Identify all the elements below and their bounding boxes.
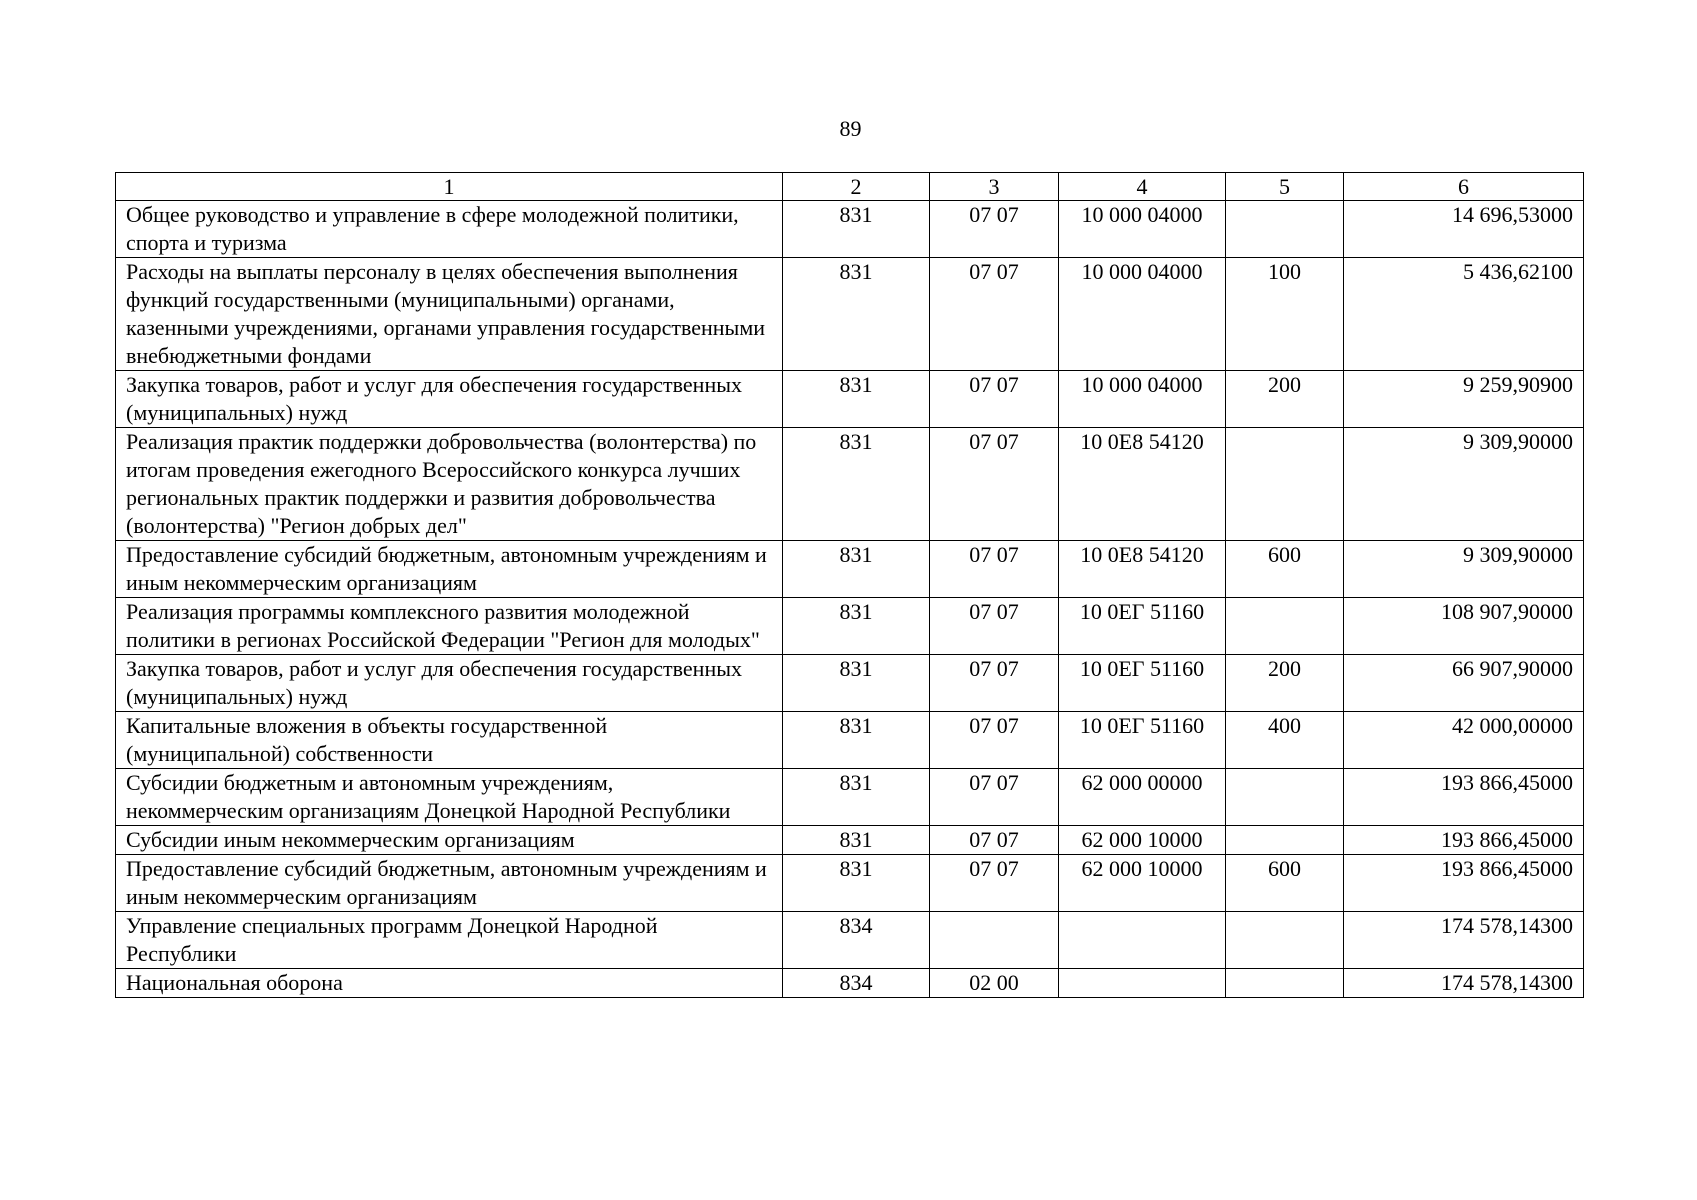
row-name: Субсидии иным некоммерческим организациям (116, 826, 783, 855)
column-header-6: 6 (1344, 173, 1584, 201)
table-row (116, 855, 1584, 912)
row-code-2: 831 (783, 855, 930, 912)
row-code-4: 10 0E8 54120 (1059, 541, 1226, 598)
row-code-5 (1226, 769, 1344, 826)
row-code-5 (1226, 912, 1344, 969)
row-name: Национальная оборона (116, 969, 783, 998)
row-code-3: 07 07 (930, 258, 1059, 371)
row-code-3: 07 07 (930, 428, 1059, 541)
row-code-3: 07 07 (930, 855, 1059, 912)
row-name: Закупка товаров, работ и услуг для обеспечения государственных (муниципальных) нужд (116, 371, 783, 428)
row-name: Субсидии бюджетным и автономным учреждениям, некоммерческим организациям Донецкой Народной Республики (116, 769, 783, 826)
row-code-4 (1059, 912, 1226, 969)
row-code-2: 834 (783, 912, 930, 969)
table-row (116, 655, 1584, 712)
row-code-3 (930, 912, 1059, 969)
row-name: Общее руководство и управление в сфере молодежной политики, спорта и туризма (116, 201, 783, 258)
column-header-3: 3 (930, 173, 1059, 201)
row-amount: 9 309,90000 (1344, 541, 1584, 598)
table-row (116, 769, 1584, 826)
row-code-3: 07 07 (930, 598, 1059, 655)
row-code-3: 07 07 (930, 655, 1059, 712)
row-amount: 108 907,90000 (1344, 598, 1584, 655)
row-amount: 9 259,90900 (1344, 371, 1584, 428)
row-code-5 (1226, 826, 1344, 855)
row-code-3: 07 07 (930, 826, 1059, 855)
row-code-4: 10 0E8 54120 (1059, 428, 1226, 541)
row-amount: 9 309,90000 (1344, 428, 1584, 541)
column-header-4: 4 (1059, 173, 1226, 201)
row-code-4: 10 000 04000 (1059, 258, 1226, 371)
table-row (116, 912, 1584, 969)
row-code-3: 07 07 (930, 712, 1059, 769)
row-code-4 (1059, 969, 1226, 998)
row-code-3: 07 07 (930, 371, 1059, 428)
row-code-5 (1226, 201, 1344, 258)
column-header-5: 5 (1226, 173, 1344, 201)
table-row (116, 541, 1584, 598)
row-code-2: 831 (783, 258, 930, 371)
column-header-2: 2 (783, 173, 930, 201)
row-code-2: 831 (783, 655, 930, 712)
row-name: Предоставление субсидий бюджетным, автономным учреждениям и иным некоммерческим организациям (116, 541, 783, 598)
row-amount: 174 578,14300 (1344, 969, 1584, 998)
row-code-4: 10 000 04000 (1059, 371, 1226, 428)
budget-table (115, 172, 1584, 998)
row-code-5: 100 (1226, 258, 1344, 371)
row-code-2: 831 (783, 769, 930, 826)
row-amount: 193 866,45000 (1344, 826, 1584, 855)
row-amount: 14 696,53000 (1344, 201, 1584, 258)
row-code-5: 600 (1226, 541, 1344, 598)
row-code-2: 831 (783, 428, 930, 541)
row-code-5: 200 (1226, 655, 1344, 712)
row-amount: 66 907,90000 (1344, 655, 1584, 712)
table-row (116, 598, 1584, 655)
row-code-5 (1226, 428, 1344, 541)
row-code-5 (1226, 598, 1344, 655)
row-amount: 42 000,00000 (1344, 712, 1584, 769)
row-code-5: 600 (1226, 855, 1344, 912)
row-amount: 193 866,45000 (1344, 855, 1584, 912)
row-code-4: 62 000 10000 (1059, 826, 1226, 855)
row-code-2: 831 (783, 371, 930, 428)
row-code-4: 10 000 04000 (1059, 201, 1226, 258)
row-code-4: 10 0ЕГ 51160 (1059, 598, 1226, 655)
row-code-3: 07 07 (930, 541, 1059, 598)
row-code-3: 07 07 (930, 769, 1059, 826)
row-code-2: 834 (783, 969, 930, 998)
row-name: Закупка товаров, работ и услуг для обеспечения государственных (муниципальных) нужд (116, 655, 783, 712)
row-name: Предоставление субсидий бюджетным, автономным учреждениям и иным некоммерческим организациям (116, 855, 783, 912)
row-code-5: 400 (1226, 712, 1344, 769)
row-code-5: 200 (1226, 371, 1344, 428)
row-code-3: 02 00 (930, 969, 1059, 998)
row-code-2: 831 (783, 598, 930, 655)
row-name: Управление специальных программ Донецкой Народной Республики (116, 912, 783, 969)
row-name: Расходы на выплаты персоналу в целях обеспечения выполнения функций государственными (муниципальными) органами, казенными учреждениями, органами управления государственными внебюджетными фондами (116, 258, 783, 371)
row-name: Капитальные вложения в объекты государственной (муниципальной) собственности (116, 712, 783, 769)
table-row (116, 826, 1584, 855)
header-row (116, 173, 1584, 201)
row-code-4: 62 000 00000 (1059, 769, 1226, 826)
row-name: Реализация программы комплексного развития молодежной политики в регионах Российской Федерации "Регион для молодых" (116, 598, 783, 655)
row-code-2: 831 (783, 541, 930, 598)
column-header-1: 1 (116, 173, 783, 201)
table-row (116, 712, 1584, 769)
table-row (116, 258, 1584, 371)
row-amount: 174 578,14300 (1344, 912, 1584, 969)
table-row (116, 371, 1584, 428)
row-code-5 (1226, 969, 1344, 998)
row-amount: 193 866,45000 (1344, 769, 1584, 826)
row-code-2: 831 (783, 201, 930, 258)
table-row (116, 969, 1584, 998)
page-number: 89 (839, 116, 862, 141)
row-name: Реализация практик поддержки добровольчества (волонтерства) по итогам проведения ежегодного Всероссийского конкурса лучших региональных практик поддержки и развития добровольчества (волонтерства) "Регион добрых дел" (116, 428, 783, 541)
row-code-2: 831 (783, 826, 930, 855)
row-code-2: 831 (783, 712, 930, 769)
row-code-4: 10 0ЕГ 51160 (1059, 712, 1226, 769)
row-code-4: 10 0ЕГ 51160 (1059, 655, 1226, 712)
table-row (116, 428, 1584, 541)
row-code-3: 07 07 (930, 201, 1059, 258)
row-code-4: 62 000 10000 (1059, 855, 1226, 912)
row-amount: 5 436,62100 (1344, 258, 1584, 371)
table-row (116, 201, 1584, 258)
